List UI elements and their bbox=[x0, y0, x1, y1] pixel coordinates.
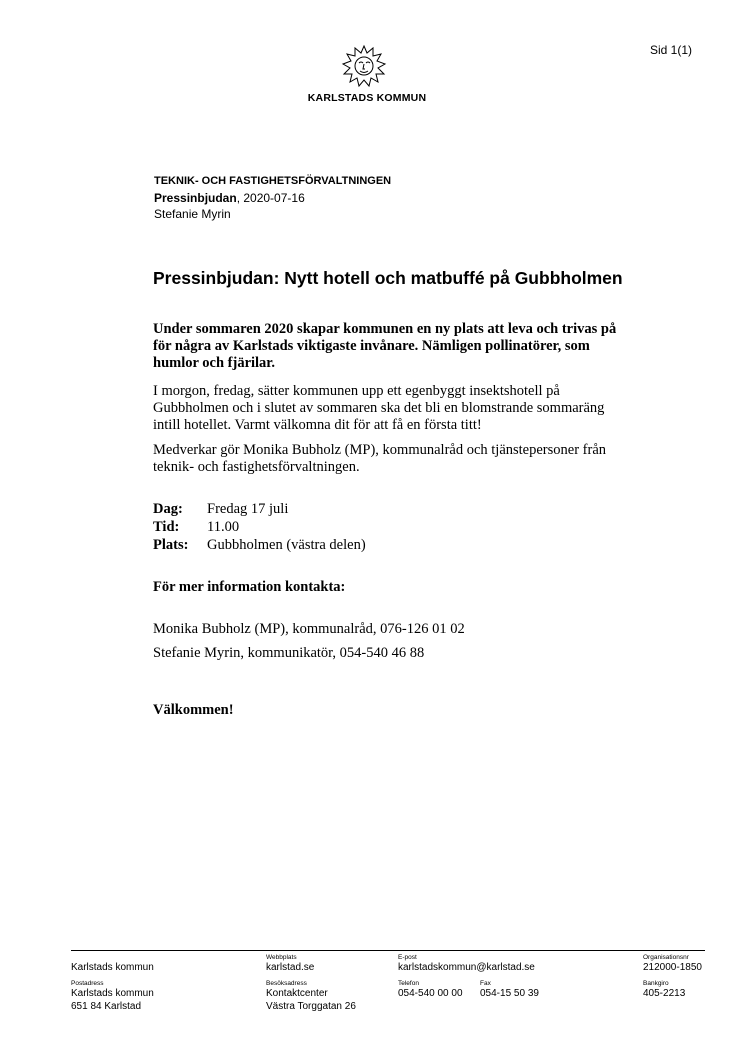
doc-type-date bbox=[154, 191, 305, 205]
footer-visit-label: Besöksadress bbox=[266, 980, 307, 987]
event-label: Plats: bbox=[153, 537, 189, 553]
footer-org: Karlstads kommun bbox=[71, 962, 154, 973]
contact-person-2: Stefanie Myrin, kommunikatör, 054-540 46 88 bbox=[153, 645, 425, 661]
body-paragraph-1: I morgon, fredag, sätter kommunen upp ett egenbyggt insektshotell på Gubbholmen och i slutet av sommaren ska det bli en blomstrande sommaräng intill hotellet. Varmt välkomna dit för att få en första titt! bbox=[153, 383, 605, 433]
footer-post-line2: 651 84 Karlstad bbox=[71, 1001, 142, 1012]
event-value: 11.00 bbox=[207, 519, 240, 535]
footer-phone-label: Telefon bbox=[398, 980, 419, 987]
event-label: Tid: bbox=[153, 519, 180, 535]
footer-email: karlstadskommun@karlstad.se bbox=[398, 962, 535, 973]
doc-type: Pressinbjudan bbox=[154, 191, 237, 205]
footer-web-label: Webbplats bbox=[266, 954, 297, 961]
body-paragraph-2: Medverkar gör Monika Bubholz (MP), kommunalråd och tjänstepersoner från teknik- och fastighetsförvaltningen. bbox=[153, 442, 607, 475]
footer-visit-line2: Västra Torggatan 26 bbox=[266, 1001, 356, 1012]
lead-paragraph: Under sommaren 2020 skapar kommunen en ny plats att leva och trivas på för några av Karlstads viktigaste invånare. Nämligen pollinatörer, som humlor och fjärilar. bbox=[153, 321, 617, 371]
event-row-place bbox=[153, 537, 366, 554]
footer-orgnr: 212000-1850 bbox=[643, 962, 702, 973]
event-row-day bbox=[153, 501, 288, 518]
author: Stefanie Myrin bbox=[154, 207, 231, 221]
footer-bank: 405-2213 bbox=[643, 988, 686, 999]
contact-heading: För mer information kontakta: bbox=[153, 579, 346, 595]
footer-web: karlstad.se bbox=[266, 962, 315, 973]
event-value: Gubbholmen (västra delen) bbox=[207, 537, 366, 553]
footer-email-label: E-post bbox=[398, 954, 417, 961]
contact-person-1: Monika Bubholz (MP), kommunalråd, 076-126 01 02 bbox=[153, 621, 465, 637]
event-value: Fredag 17 juli bbox=[207, 501, 289, 517]
org-name: KARLSTADS KOMMUN bbox=[307, 92, 427, 104]
event-row-time bbox=[153, 519, 239, 536]
footer-divider bbox=[71, 950, 705, 951]
footer-phone: 054-540 00 00 bbox=[398, 988, 463, 999]
event-label: Dag: bbox=[153, 501, 183, 517]
footer-bank-label: Bankgiro bbox=[643, 980, 669, 987]
doc-date: , 2020-07-16 bbox=[236, 191, 305, 205]
closing-welcome: Välkommen! bbox=[153, 702, 234, 718]
footer-post-line1: Karlstads kommun bbox=[71, 988, 154, 999]
sun-logo-icon bbox=[338, 44, 390, 88]
footer-fax-label: Fax bbox=[480, 980, 491, 987]
footer-visit-line1: Kontaktcenter bbox=[266, 988, 328, 999]
page-number: Sid 1(1) bbox=[650, 43, 693, 57]
footer-post-label: Postadress bbox=[71, 980, 104, 987]
footer-fax: 054-15 50 39 bbox=[480, 988, 539, 999]
headline: Pressinbjudan: Nytt hotell och matbuffé på Gubbholmen bbox=[153, 268, 623, 288]
department-name: TEKNIK- OCH FASTIGHETSFÖRVALTNINGEN bbox=[154, 175, 392, 187]
footer-orgnr-label: Organisationsnr bbox=[643, 954, 689, 961]
